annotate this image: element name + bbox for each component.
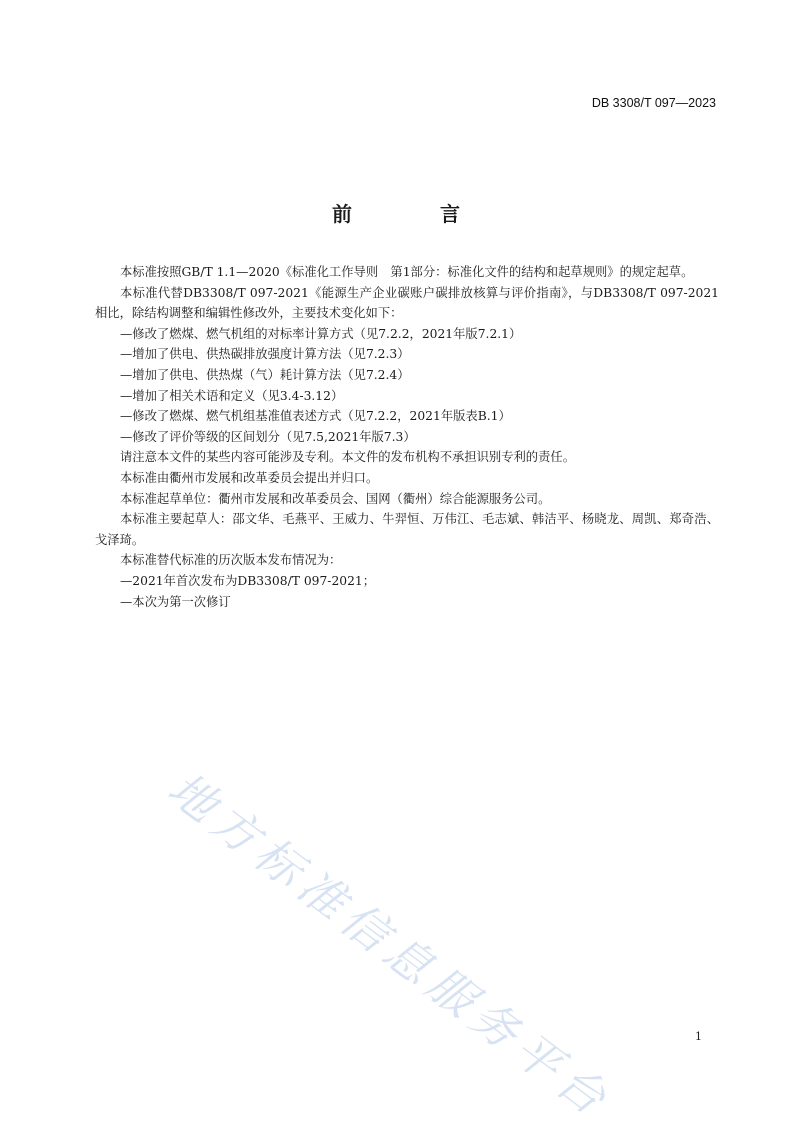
document-body [95, 262, 719, 612]
document-code: DB 3308/T 097—2023 [591, 96, 716, 110]
paragraph: 本标准代替DB3308/T 097-2021《能源生产企业碳账户碳排放核算与评价指南》，与DB3308/T 097-2021相比，除结构调整和编辑性修改外，主要技术变化如下： [95, 285, 719, 321]
page-number: 1 [695, 1030, 702, 1043]
list-item: —修改了燃煤、燃气机组基准值表述方式（见7.2.2，2021年版表B.1） [120, 409, 511, 424]
list-item: —增加了相关术语和定义（见3.4-3.12） [120, 388, 344, 403]
paragraph: 本标准由衢州市发展和改革委员会提出并归口。 [120, 470, 379, 485]
paragraph: 本标准主要起草人：邵文华、毛燕平、王威力、牛羿恒、万伟江、毛志斌、韩洁平、杨晓龙、周凯、郑奇浩、戈泽琦。 [95, 512, 719, 547]
page-title: 前 言 [332, 202, 494, 226]
paragraph: 请注意本文件的某些内容可能涉及专利。本文件的发布机构不承担识别专利的责任。 [120, 450, 575, 465]
list-item: —2021年首次发布为DB3308/T 097-2021； [120, 573, 376, 588]
watermark: 地方标准信息服务平台 [158, 761, 622, 1130]
list-item: —增加了供电、供热碳排放强度计算方法（见7.2.3） [120, 347, 410, 362]
list-item: —增加了供电、供热煤（气）耗计算方法（见7.2.4） [120, 367, 410, 382]
paragraph: 本标准按照GB/T 1.1—2020《标准化工作导则 第1部分：标准化文件的结构和起草规则》的规定起草。 [120, 265, 694, 279]
paragraph: 本标准起草单位：衢州市发展和改革委员会、国网（衢州）综合能源服务公司。 [120, 491, 551, 506]
list-item: —本次为第一次修订 [120, 594, 231, 609]
paragraph: 本标准替代标准的历次版本发布情况为： [120, 553, 342, 568]
list-item: —修改了燃煤、燃气机组的对标率计算方式（见7.2.2，2021年版7.2.1） [120, 326, 522, 341]
list-item: —修改了评价等级的区间划分（见7.5,2021年版7.3） [120, 429, 416, 444]
